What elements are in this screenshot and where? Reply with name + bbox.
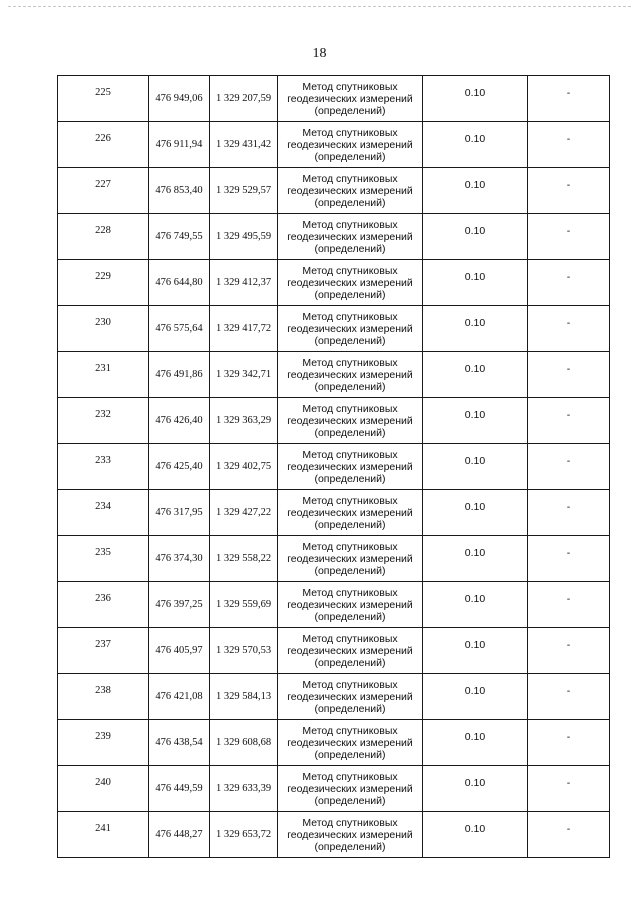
description-cell [528, 812, 610, 858]
point-number-cell-text: 227 [95, 178, 111, 190]
x-coordinate-cell-text: 476 421,08 [155, 690, 203, 702]
y-coordinate-cell-text: 1 329 431,42 [215, 138, 272, 150]
y-coordinate-cell-text: 1 329 495,59 [215, 230, 272, 242]
accuracy-cell-text: 0.10 [464, 592, 486, 605]
description-cell-text: - [566, 730, 571, 743]
description-cell-text: - [566, 454, 571, 467]
description-cell [528, 674, 610, 720]
method-line: (определений) [314, 288, 386, 301]
method-cell [278, 674, 423, 720]
x-coordinate-cell [149, 444, 210, 490]
point-number-cell [58, 674, 149, 720]
method-line: (определений) [314, 426, 386, 439]
method-line: Метод спутниковых [302, 816, 398, 829]
point-number-cell-text: 233 [95, 454, 111, 466]
point-number-cell-text: 239 [95, 730, 111, 742]
description-cell [528, 582, 610, 628]
description-cell-text: - [566, 178, 571, 191]
description-cell [528, 122, 610, 168]
method-line: (определений) [314, 656, 386, 669]
table-row [58, 352, 610, 398]
method-line: (определений) [314, 334, 386, 347]
accuracy-cell-text: 0.10 [464, 316, 486, 329]
method-line: геодезических измерений [287, 644, 413, 657]
y-coordinate-cell [210, 674, 278, 720]
method-cell [278, 766, 423, 812]
y-coordinate-cell [210, 260, 278, 306]
point-number-cell-text: 225 [95, 86, 111, 98]
x-coordinate-cell-text: 476 405,97 [155, 644, 203, 656]
scan-top-edge [8, 6, 631, 7]
y-coordinate-cell [210, 352, 278, 398]
y-coordinate-cell [210, 536, 278, 582]
method-line: геодезических измерений [287, 230, 413, 243]
method-line: геодезических измерений [287, 828, 413, 841]
x-coordinate-cell [149, 168, 210, 214]
table-row [58, 628, 610, 674]
point-number-cell-text: 234 [95, 500, 111, 512]
description-cell [528, 260, 610, 306]
y-coordinate-cell [210, 720, 278, 766]
accuracy-cell-text: 0.10 [464, 270, 486, 283]
accuracy-cell [423, 122, 528, 168]
description-cell [528, 306, 610, 352]
table-row [58, 76, 610, 122]
coordinates-table-body [58, 76, 610, 858]
point-number-cell-text: 236 [95, 592, 111, 604]
point-number-cell-text: 232 [95, 408, 111, 420]
method-cell [278, 582, 423, 628]
table-row [58, 260, 610, 306]
method-line: Метод спутниковых [302, 264, 398, 277]
description-cell [528, 536, 610, 582]
description-cell [528, 168, 610, 214]
method-line: геодезических измерений [287, 276, 413, 289]
description-cell [528, 214, 610, 260]
method-line: Метод спутниковых [302, 218, 398, 231]
method-line: (определений) [314, 794, 386, 807]
description-cell [528, 352, 610, 398]
y-coordinate-cell-text: 1 329 427,22 [215, 506, 272, 518]
method-cell [278, 398, 423, 444]
accuracy-cell [423, 490, 528, 536]
point-number-cell [58, 306, 149, 352]
method-cell [278, 444, 423, 490]
y-coordinate-cell [210, 214, 278, 260]
description-cell-text: - [566, 500, 571, 513]
table-row [58, 720, 610, 766]
point-number-cell-text: 228 [95, 224, 111, 236]
method-line: (определений) [314, 610, 386, 623]
description-cell-text: - [566, 592, 571, 605]
table-row [58, 122, 610, 168]
y-coordinate-cell-text: 1 329 363,29 [215, 414, 272, 426]
method-line: Метод спутниковых [302, 402, 398, 415]
accuracy-cell [423, 812, 528, 858]
x-coordinate-cell-text: 476 438,54 [155, 736, 203, 748]
x-coordinate-cell [149, 398, 210, 444]
y-coordinate-cell-text: 1 329 559,69 [215, 598, 272, 610]
accuracy-cell-text: 0.10 [464, 132, 486, 145]
accuracy-cell [423, 260, 528, 306]
description-cell-text: - [566, 362, 571, 375]
description-cell [528, 720, 610, 766]
x-coordinate-cell-text: 476 397,25 [155, 598, 203, 610]
x-coordinate-cell [149, 766, 210, 812]
method-cell [278, 628, 423, 674]
method-line: Метод спутниковых [302, 448, 398, 461]
method-line: геодезических измерений [287, 598, 413, 611]
x-coordinate-cell [149, 536, 210, 582]
x-coordinate-cell [149, 306, 210, 352]
y-coordinate-cell-text: 1 329 558,22 [215, 552, 272, 564]
method-cell [278, 168, 423, 214]
point-number-cell [58, 720, 149, 766]
y-coordinate-cell [210, 766, 278, 812]
accuracy-cell [423, 306, 528, 352]
method-line: геодезических измерений [287, 92, 413, 105]
method-line: (определений) [314, 150, 386, 163]
method-line: (определений) [314, 242, 386, 255]
description-cell [528, 628, 610, 674]
x-coordinate-cell-text: 476 449,59 [155, 782, 203, 794]
method-cell [278, 720, 423, 766]
method-line: Метод спутниковых [302, 80, 398, 93]
method-cell [278, 490, 423, 536]
method-line: геодезических измерений [287, 460, 413, 473]
x-coordinate-cell-text: 476 448,27 [155, 828, 203, 840]
accuracy-cell [423, 214, 528, 260]
table-row [58, 306, 610, 352]
x-coordinate-cell [149, 490, 210, 536]
x-coordinate-cell [149, 812, 210, 858]
y-coordinate-cell [210, 168, 278, 214]
x-coordinate-cell-text: 476 575,64 [155, 322, 203, 334]
table-row [58, 582, 610, 628]
method-cell [278, 260, 423, 306]
description-cell-text: - [566, 776, 571, 789]
x-coordinate-cell-text: 476 374,30 [155, 552, 203, 564]
y-coordinate-cell [210, 490, 278, 536]
method-line: Метод спутниковых [302, 632, 398, 645]
point-number-cell-text: 240 [95, 776, 111, 788]
accuracy-cell [423, 76, 528, 122]
method-line: (определений) [314, 196, 386, 209]
method-line: Метод спутниковых [302, 724, 398, 737]
x-coordinate-cell-text: 476 426,40 [155, 414, 203, 426]
accuracy-cell-text: 0.10 [464, 362, 486, 375]
accuracy-cell-text: 0.10 [464, 546, 486, 559]
method-line: геодезических измерений [287, 736, 413, 749]
accuracy-cell-text: 0.10 [464, 454, 486, 467]
y-coordinate-cell [210, 628, 278, 674]
x-coordinate-cell-text: 476 644,80 [155, 276, 203, 288]
method-line: (определений) [314, 748, 386, 761]
coordinates-table [57, 75, 610, 858]
table-row [58, 168, 610, 214]
point-number-cell [58, 260, 149, 306]
method-line: (определений) [314, 840, 386, 853]
x-coordinate-cell-text: 476 949,06 [155, 92, 203, 104]
point-number-cell [58, 766, 149, 812]
y-coordinate-cell [210, 582, 278, 628]
description-cell [528, 766, 610, 812]
x-coordinate-cell [149, 76, 210, 122]
x-coordinate-cell-text: 476 911,94 [155, 138, 203, 150]
method-line: (определений) [314, 518, 386, 531]
description-cell [528, 76, 610, 122]
y-coordinate-cell [210, 76, 278, 122]
method-line: геодезических измерений [287, 414, 413, 427]
method-line: (определений) [314, 104, 386, 117]
point-number-cell-text: 230 [95, 316, 111, 328]
method-line: геодезических измерений [287, 782, 413, 795]
description-cell-text: - [566, 822, 571, 835]
point-number-cell [58, 352, 149, 398]
table-row [58, 444, 610, 490]
method-cell [278, 306, 423, 352]
method-cell [278, 812, 423, 858]
method-line: Метод спутниковых [302, 126, 398, 139]
method-line: геодезических измерений [287, 184, 413, 197]
method-cell [278, 122, 423, 168]
y-coordinate-cell-text: 1 329 412,37 [215, 276, 272, 288]
y-coordinate-cell-text: 1 329 608,68 [215, 736, 272, 748]
method-line: (определений) [314, 564, 386, 577]
accuracy-cell [423, 628, 528, 674]
x-coordinate-cell [149, 260, 210, 306]
point-number-cell-text: 237 [95, 638, 111, 650]
point-number-cell-text: 229 [95, 270, 111, 282]
accuracy-cell [423, 444, 528, 490]
method-line: геодезических измерений [287, 368, 413, 381]
table-row [58, 812, 610, 858]
point-number-cell-text: 241 [95, 822, 111, 834]
point-number-cell [58, 444, 149, 490]
accuracy-cell [423, 398, 528, 444]
point-number-cell-text: 235 [95, 546, 111, 558]
y-coordinate-cell [210, 398, 278, 444]
accuracy-cell [423, 168, 528, 214]
accuracy-cell-text: 0.10 [464, 822, 486, 835]
x-coordinate-cell-text: 476 425,40 [155, 460, 203, 472]
point-number-cell [58, 812, 149, 858]
x-coordinate-cell [149, 674, 210, 720]
method-line: геодезических измерений [287, 506, 413, 519]
method-line: Метод спутниковых [302, 310, 398, 323]
accuracy-cell-text: 0.10 [464, 178, 486, 191]
y-coordinate-cell-text: 1 329 342,71 [215, 368, 272, 380]
x-coordinate-cell [149, 720, 210, 766]
point-number-cell [58, 214, 149, 260]
y-coordinate-cell-text: 1 329 529,57 [215, 184, 272, 196]
method-line: Метод спутниковых [302, 356, 398, 369]
y-coordinate-cell-text: 1 329 207,59 [215, 92, 272, 104]
y-coordinate-cell [210, 444, 278, 490]
x-coordinate-cell-text: 476 749,55 [155, 230, 203, 242]
accuracy-cell [423, 720, 528, 766]
point-number-cell-text: 231 [95, 362, 111, 374]
description-cell [528, 444, 610, 490]
point-number-cell [58, 536, 149, 582]
x-coordinate-cell [149, 122, 210, 168]
description-cell-text: - [566, 638, 571, 651]
accuracy-cell-text: 0.10 [464, 776, 486, 789]
accuracy-cell [423, 674, 528, 720]
point-number-cell [58, 398, 149, 444]
y-coordinate-cell-text: 1 329 570,53 [215, 644, 272, 656]
method-line: (определений) [314, 380, 386, 393]
method-cell [278, 76, 423, 122]
table-row [58, 214, 610, 260]
description-cell-text: - [566, 408, 571, 421]
accuracy-cell-text: 0.10 [464, 408, 486, 421]
table-row [58, 766, 610, 812]
y-coordinate-cell-text: 1 329 402,75 [215, 460, 272, 472]
method-cell [278, 352, 423, 398]
point-number-cell [58, 122, 149, 168]
x-coordinate-cell-text: 476 491,86 [155, 368, 203, 380]
x-coordinate-cell-text: 476 853,40 [155, 184, 203, 196]
x-coordinate-cell-text: 476 317,95 [155, 506, 203, 518]
accuracy-cell [423, 536, 528, 582]
method-cell [278, 214, 423, 260]
page-number: 18 [312, 46, 327, 61]
method-line: геодезических измерений [287, 138, 413, 151]
y-coordinate-cell-text: 1 329 633,39 [215, 782, 272, 794]
y-coordinate-cell-text: 1 329 417,72 [215, 322, 272, 334]
description-cell-text: - [566, 270, 571, 283]
point-number-cell-text: 226 [95, 132, 111, 144]
method-line: Метод спутниковых [302, 540, 398, 553]
accuracy-cell [423, 582, 528, 628]
method-line: геодезических измерений [287, 322, 413, 335]
accuracy-cell-text: 0.10 [464, 730, 486, 743]
accuracy-cell [423, 352, 528, 398]
description-cell-text: - [566, 546, 571, 559]
method-line: Метод спутниковых [302, 586, 398, 599]
description-cell-text: - [566, 86, 571, 99]
method-line: Метод спутниковых [302, 678, 398, 691]
point-number-cell [58, 76, 149, 122]
method-line: Метод спутниковых [302, 770, 398, 783]
description-cell [528, 490, 610, 536]
x-coordinate-cell [149, 582, 210, 628]
description-cell-text: - [566, 684, 571, 697]
x-coordinate-cell [149, 628, 210, 674]
method-line: Метод спутниковых [302, 494, 398, 507]
y-coordinate-cell-text: 1 329 584,13 [215, 690, 272, 702]
accuracy-cell-text: 0.10 [464, 500, 486, 513]
x-coordinate-cell [149, 352, 210, 398]
description-cell-text: - [566, 224, 571, 237]
description-cell-text: - [566, 132, 571, 145]
accuracy-cell-text: 0.10 [464, 638, 486, 651]
table-row [58, 490, 610, 536]
accuracy-cell-text: 0.10 [464, 224, 486, 237]
table-row [58, 674, 610, 720]
y-coordinate-cell [210, 122, 278, 168]
accuracy-cell-text: 0.10 [464, 684, 486, 697]
point-number-cell [58, 168, 149, 214]
table-row [58, 536, 610, 582]
point-number-cell [58, 628, 149, 674]
point-number-cell-text: 238 [95, 684, 111, 696]
y-coordinate-cell-text: 1 329 653,72 [215, 828, 272, 840]
method-cell [278, 536, 423, 582]
table-row [58, 398, 610, 444]
accuracy-cell-text: 0.10 [464, 86, 486, 99]
y-coordinate-cell [210, 812, 278, 858]
method-line: (определений) [314, 702, 386, 715]
x-coordinate-cell [149, 214, 210, 260]
description-cell [528, 398, 610, 444]
method-line: геодезических измерений [287, 690, 413, 703]
accuracy-cell [423, 766, 528, 812]
method-line: Метод спутниковых [302, 172, 398, 185]
point-number-cell [58, 582, 149, 628]
method-line: (определений) [314, 472, 386, 485]
y-coordinate-cell [210, 306, 278, 352]
method-line: геодезических измерений [287, 552, 413, 565]
description-cell-text: - [566, 316, 571, 329]
point-number-cell [58, 490, 149, 536]
